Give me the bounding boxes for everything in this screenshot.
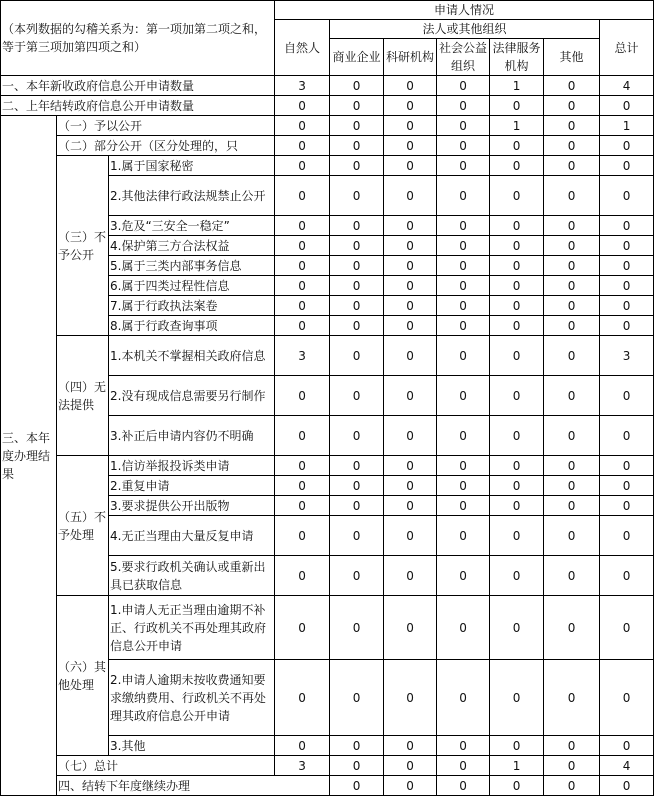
cell-natural: 0: [275, 276, 330, 296]
cell-commercial: 0: [330, 416, 384, 456]
cell-research: 0: [437, 776, 490, 796]
cell-commercial: 0: [330, 96, 384, 116]
row-label: 一、本年新收政府信息公开申请数量: [1, 76, 275, 96]
header-other: 其他: [544, 39, 600, 76]
cell-natural: 0: [275, 596, 330, 660]
cell-natural: 0: [275, 416, 330, 456]
cell-social: 0: [437, 156, 490, 176]
cell-social: 0: [437, 136, 490, 156]
table-row: [1, 756, 654, 776]
cell-legal-service: 0: [490, 96, 544, 116]
cell-natural: 0: [275, 736, 330, 756]
cell-research: 0: [384, 416, 437, 456]
cell-social: 0: [437, 376, 490, 416]
cell-commercial: 0: [330, 496, 384, 516]
cell-research: 0: [384, 296, 437, 316]
cell-social: 0: [437, 236, 490, 256]
section3-label: 三、本年度办理结果: [1, 116, 57, 796]
cell-other: 0: [544, 756, 600, 776]
cell-natural: 0: [275, 660, 330, 736]
cell-other: 0: [544, 476, 600, 496]
item-label: 5.要求行政机关确认或重新出具已获取信息: [109, 556, 275, 596]
header-total: 总计: [600, 20, 654, 76]
cell-research: 0: [384, 156, 437, 176]
cell-other: 0: [544, 660, 600, 736]
cell-commercial: 0: [384, 776, 437, 796]
cell-social: 0: [437, 516, 490, 556]
cell-legal-service: 1: [490, 116, 544, 136]
cell-other: 0: [544, 236, 600, 256]
cell-social: 0: [437, 336, 490, 376]
cell-natural: 0: [275, 376, 330, 416]
cell-total: 0: [600, 136, 654, 156]
cell-total: 0: [600, 660, 654, 736]
cell-research: 0: [384, 596, 437, 660]
cell-total: 4: [600, 76, 654, 96]
cell-social: 0: [437, 476, 490, 496]
cell-other: 0: [544, 736, 600, 756]
cell-research: 0: [384, 256, 437, 276]
cell-legal-service: 0: [490, 376, 544, 416]
item-label: 3.危及“三安全一稳定”: [109, 216, 275, 236]
cell-commercial: 0: [330, 76, 384, 96]
cell-research: 0: [384, 216, 437, 236]
cell-social: 0: [437, 96, 490, 116]
item-label: 1.本机关不掌握相关政府信息: [109, 336, 275, 376]
cell-research: 0: [384, 76, 437, 96]
cell-research: 0: [384, 476, 437, 496]
cell-social: 0: [437, 176, 490, 216]
table-row: [1, 456, 654, 476]
table-row: [1, 336, 654, 376]
cell-research: 0: [384, 136, 437, 156]
cell-research: 0: [384, 516, 437, 556]
cell-legal-service: 0: [490, 736, 544, 756]
header-legal-service: 法律服务机构: [490, 39, 544, 76]
cell-research: 0: [384, 116, 437, 136]
cell-social: 0: [437, 316, 490, 336]
cell-legal-service: 0: [490, 296, 544, 316]
cell-commercial: 0: [330, 276, 384, 296]
cell-total: 0: [600, 176, 654, 216]
cell-legal-service: 0: [490, 456, 544, 476]
cell-legal-service: 0: [490, 660, 544, 736]
cell-commercial: 0: [330, 376, 384, 416]
table-row: [1, 76, 654, 96]
item-label: 3.要求提供公开出版物: [109, 496, 275, 516]
cell-other: 0: [544, 116, 600, 136]
cell-total: 0: [600, 96, 654, 116]
cell-natural: 0: [275, 236, 330, 256]
cell-other: 0: [544, 176, 600, 216]
cell-other: 0: [544, 496, 600, 516]
cell-legal-service: 0: [490, 496, 544, 516]
cell-legal-service: 0: [490, 416, 544, 456]
cell-natural: 0: [275, 216, 330, 236]
item-label: 4.保护第三方合法权益: [109, 236, 275, 256]
cell-total: 0: [600, 256, 654, 276]
cell-research: 0: [384, 336, 437, 376]
cell-total: 0: [600, 376, 654, 416]
row-label: 四、结转下年度继续办理: [57, 776, 330, 796]
cell-other: 0: [544, 96, 600, 116]
cell-total: 0: [600, 416, 654, 456]
cell-other: 0: [544, 136, 600, 156]
cell-legal-service: 0: [490, 276, 544, 296]
cell-social: 0: [437, 556, 490, 596]
cell-natural: 0: [275, 516, 330, 556]
cell-legal-service: 1: [490, 76, 544, 96]
cell-research: 0: [384, 96, 437, 116]
cell-natural: 0: [275, 296, 330, 316]
cell-legal-service: 0: [490, 236, 544, 256]
cell-natural: 0: [275, 136, 330, 156]
cell-commercial: 0: [330, 596, 384, 660]
cell-legal-service: 0: [490, 136, 544, 156]
cell-total: 4: [600, 756, 654, 776]
item-label: 5.属于三类内部事务信息: [109, 256, 275, 276]
cell-total: 0: [600, 496, 654, 516]
cell-total: 3: [600, 336, 654, 376]
header-note: （本列数据的勾稽关系为：第一项加第二项之和，等于第三项加第四项之和）: [1, 1, 275, 76]
cell-natural: 0: [275, 156, 330, 176]
cell-natural: 0: [275, 116, 330, 136]
row-label: （二）部分公开（区分处理的，只: [57, 136, 275, 156]
cell-total: 0: [600, 596, 654, 660]
cell-commercial: 0: [330, 236, 384, 256]
cell-legal-service: 0: [490, 216, 544, 236]
cell-natural: 0: [275, 476, 330, 496]
cell-legal-service: 0: [490, 256, 544, 276]
cell-other: 0: [544, 276, 600, 296]
cell-legal-service: 1: [490, 756, 544, 776]
cell-social: 0: [437, 736, 490, 756]
cell-research: 0: [384, 236, 437, 256]
cell-commercial: 0: [330, 256, 384, 276]
row-label: （七）总计: [57, 756, 275, 776]
cell-natural: 0: [275, 556, 330, 596]
row-label: （一）予以公开: [57, 116, 275, 136]
item-label: 1.信访举报投诉类申请: [109, 456, 275, 476]
cell-social: 0: [490, 776, 544, 796]
cell-natural: 0: [275, 176, 330, 216]
cell-other: 0: [544, 216, 600, 236]
table-row: [1, 596, 654, 660]
cell-commercial: 0: [330, 296, 384, 316]
cell-natural: 3: [275, 756, 330, 776]
header-commercial: 商业企业: [330, 39, 384, 76]
cell-commercial: 0: [330, 660, 384, 736]
table-row: [1, 156, 654, 176]
cell-research: 0: [384, 660, 437, 736]
cell-research: 0: [384, 556, 437, 596]
cell-social: 0: [437, 596, 490, 660]
cell-legal-service: 0: [490, 336, 544, 376]
group-label: （四）无法提供: [57, 336, 109, 456]
cell-natural: 3: [275, 76, 330, 96]
cell-total: 0: [600, 476, 654, 496]
cell-social: 0: [437, 216, 490, 236]
item-label: 7.属于行政执法案卷: [109, 296, 275, 316]
cell-other: 0: [544, 376, 600, 416]
cell-total: 0: [600, 736, 654, 756]
cell-social: 0: [437, 496, 490, 516]
row-label: 二、上年结转政府信息公开申请数量: [1, 96, 275, 116]
header-social: 社会公益组织: [437, 39, 490, 76]
cell-social: 0: [437, 456, 490, 476]
cell-total: 0: [600, 456, 654, 476]
item-label: 2.重复申请: [109, 476, 275, 496]
group-label: （三）不予公开: [57, 156, 109, 336]
cell-research: 0: [384, 176, 437, 216]
cell-natural: 0: [330, 776, 384, 796]
cell-commercial: 0: [330, 116, 384, 136]
item-label: 1.申请人无正当理由逾期不补正、行政机关不再处理其政府信息公开申请: [109, 596, 275, 660]
cell-other: 0: [544, 256, 600, 276]
header-applicant-situation: 申请人情况: [275, 1, 654, 20]
cell-total: 0: [600, 296, 654, 316]
cell-legal-service: 0: [490, 596, 544, 660]
cell-social: 0: [437, 276, 490, 296]
cell-research: 0: [384, 736, 437, 756]
cell-other: 0: [544, 556, 600, 596]
cell-research: 0: [384, 276, 437, 296]
cell-legal-service: 0: [544, 776, 600, 796]
table-row: [1, 96, 654, 116]
cell-commercial: 0: [330, 736, 384, 756]
item-label: 4.无正当理由大量反复申请: [109, 516, 275, 556]
cell-legal-service: 0: [490, 176, 544, 216]
cell-total: 0: [600, 276, 654, 296]
cell-other: 0: [544, 156, 600, 176]
item-label: 8.属于行政查询事项: [109, 316, 275, 336]
cell-research: 0: [384, 316, 437, 336]
cell-commercial: 0: [330, 336, 384, 376]
cell-other: 0: [544, 76, 600, 96]
item-label: 3.其他: [109, 736, 275, 756]
item-label: 2.申请人逾期未按收费通知要求缴纳费用、行政机关不再处理其政府信息公开申请: [109, 660, 275, 736]
cell-natural: 0: [275, 496, 330, 516]
cell-commercial: 0: [330, 756, 384, 776]
cell-natural: 0: [275, 96, 330, 116]
header-natural-person: 自然人: [275, 20, 330, 76]
group-label: （六）其他处理: [57, 596, 109, 756]
cell-social: 0: [437, 256, 490, 276]
cell-legal-service: 0: [490, 556, 544, 596]
cell-social: 0: [437, 76, 490, 96]
cell-commercial: 0: [330, 556, 384, 596]
cell-natural: 0: [275, 456, 330, 476]
cell-research: 0: [384, 496, 437, 516]
cell-research: 0: [384, 756, 437, 776]
cell-natural: 0: [275, 316, 330, 336]
cell-other: 0: [600, 776, 654, 796]
cell-total: 0: [600, 216, 654, 236]
cell-other: 0: [544, 416, 600, 456]
item-label: 3.补正后申请内容仍不明确: [109, 416, 275, 456]
cell-other: 0: [544, 336, 600, 376]
table-row: [1, 116, 654, 136]
item-label: 2.其他法律行政法规禁止公开: [109, 176, 275, 216]
cell-social: 0: [437, 416, 490, 456]
cell-social: 0: [437, 756, 490, 776]
cell-social: 0: [437, 116, 490, 136]
header-research: 科研机构: [384, 39, 437, 76]
cell-other: 0: [544, 296, 600, 316]
cell-total: 0: [600, 516, 654, 556]
cell-commercial: 0: [330, 216, 384, 236]
cell-legal-service: 0: [490, 476, 544, 496]
cell-total: 0: [600, 236, 654, 256]
cell-commercial: 0: [330, 156, 384, 176]
cell-legal-service: 0: [490, 516, 544, 556]
cell-social: 0: [437, 296, 490, 316]
cell-total: 1: [600, 116, 654, 136]
cell-legal-service: 0: [490, 156, 544, 176]
cell-research: 0: [384, 456, 437, 476]
cell-commercial: 0: [330, 456, 384, 476]
cell-total: 0: [600, 556, 654, 596]
item-label: 6.属于四类过程性信息: [109, 276, 275, 296]
item-label: 1.属于国家秘密: [109, 156, 275, 176]
cell-commercial: 0: [330, 316, 384, 336]
cell-natural: 3: [275, 336, 330, 376]
item-label: 2.没有现成信息需要另行制作: [109, 376, 275, 416]
table-row: [1, 136, 654, 156]
cell-commercial: 0: [330, 516, 384, 556]
cell-other: 0: [544, 316, 600, 336]
cell-other: 0: [544, 516, 600, 556]
header-legal-person-group: 法人或其他组织: [330, 20, 600, 39]
cell-social: 0: [437, 660, 490, 736]
cell-commercial: 0: [330, 476, 384, 496]
cell-legal-service: 0: [490, 316, 544, 336]
cell-total: 0: [600, 156, 654, 176]
cell-other: 0: [544, 456, 600, 476]
cell-commercial: 0: [330, 136, 384, 156]
cell-commercial: 0: [330, 176, 384, 216]
group-label: （五）不予处理: [57, 456, 109, 596]
cell-natural: 0: [275, 256, 330, 276]
cell-other: 0: [544, 596, 600, 660]
cell-research: 0: [384, 376, 437, 416]
cell-total: 0: [600, 316, 654, 336]
